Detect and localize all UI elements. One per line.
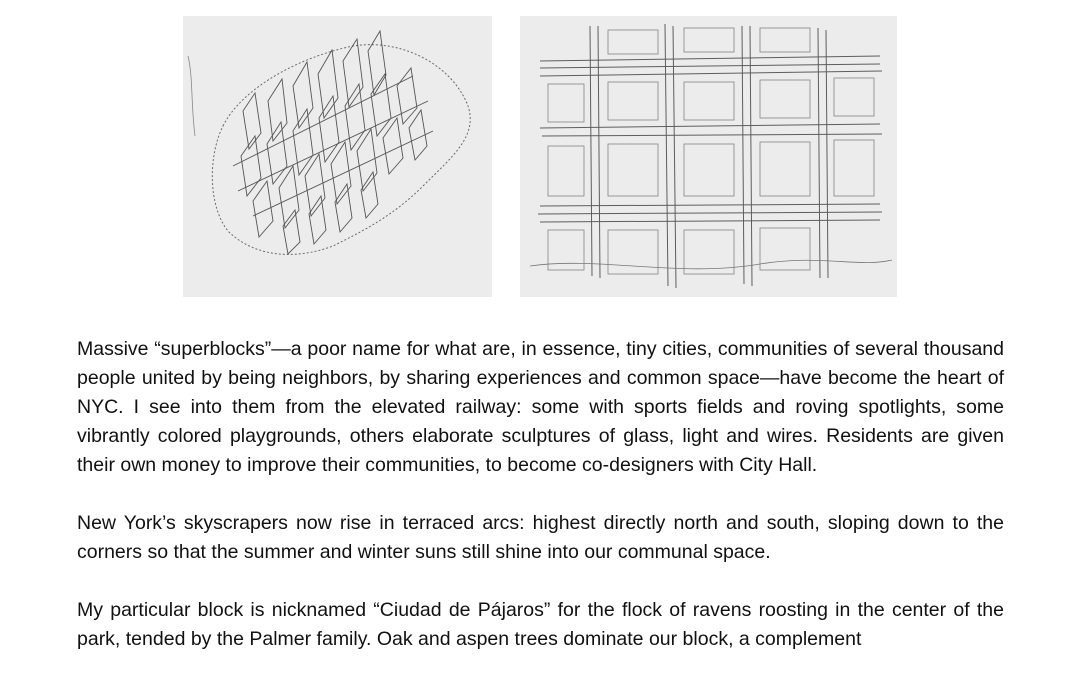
paragraph-superblocks: Massive “superblocks”—a poor name for what are, in essence, tiny cities, communities of several thousand people united by being neighbors, by sharing experiences and common space—have become the heart of NYC. I see into them from the elevated railway: some with sports fields and roving spotlights, some vibrantly colored playgrounds, others elaborate sculptures of glass, light and wires. Residents are given their own money to improve their communities, to become co-designers with City Hall. [77,338,1004,476]
sketch-superblocks-grid-image [520,16,897,297]
paragraph-ciudad-de-pajaros: My particular block is nicknamed “Ciudad de Pájaros” for the flock of ravens roosting in the center of the park, tended by the Palmer family. Oak and aspen trees dominate our block, a complement [77,599,1004,650]
paragraph-skyscrapers: New York’s skyscrapers now rise in terraced arcs: highest directly north and south, sloping down to the corners so that the summer and winter suns still shine into our communal space. [77,512,1004,563]
article-body [77,335,1004,675]
sketch-superblocks-aerial-image [183,16,492,297]
pencil-sketch-grid [520,16,897,297]
pencil-sketch-aerial [183,16,492,297]
